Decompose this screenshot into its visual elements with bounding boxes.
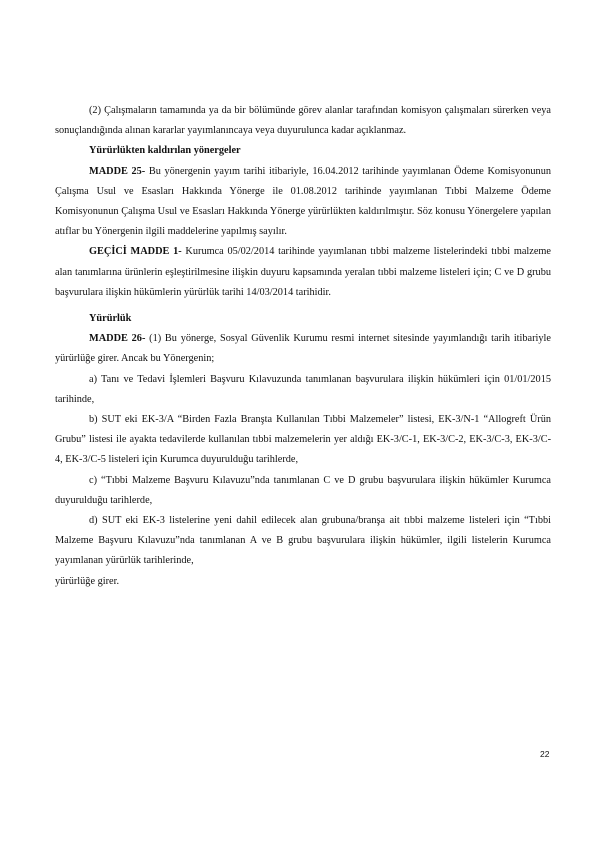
- article-26-label: MADDE 26-: [89, 333, 146, 345]
- heading-yururluk: Yürürlük: [89, 313, 132, 325]
- document-body: [55, 101, 551, 592]
- article-25-label: MADDE 25-: [89, 165, 146, 177]
- provisional-article-1-text: Kurumca 05/02/2014 tarihinde yayımlanan tıbbi malzeme listelerindeki tıbbi malzeme alan tanımlarına ürünlerin eşleştirilmesine ilişkin duyuru kapsamında yeralan tıbbi malzeme listeleri için; C ve D grubu başvurulara ilişkin hükümlerin yürürlük tarihi 14/03/2014 tarihidir.: [55, 246, 551, 298]
- article-25-text: Bu yönergenin yayım tarihi itibariyle, 16.04.2012 tarihinde yayımlanan Ödeme Komisyonunun Çalışma Usul ve Esasları Hakkında Yönerge ile 01.08.2012 tarihinde yayımlanan Tıbbi Malzeme Ödeme Komisyonunun Çalışma Usul ve Esasları Hakkında Yönerge yürürlükten kaldırılmıştır. Söz konusu Yönergelere yapılan atıflar bu Yönergenin ilgili maddelerine yapılmış sayılır.: [55, 165, 551, 238]
- list-item-a: a) Tanı ve Tedavi İşlemleri Başvuru Kılavuzunda tanımlanan başvurulara ilişkin hükümleri için 01/01/2015 tarihinde,: [55, 373, 551, 405]
- paragraph-komisyon: (2) Çalışmaların tamamında ya da bir bölümünde görev alanlar tarafından komisyon çalışmaları sürerken veya sonuçlandığında alınan kararlar yayımlanıncaya veya duyurulunca kadar açıklanmaz.: [55, 105, 551, 137]
- provisional-article-1: [55, 242, 551, 303]
- list-item-b: b) SUT eki EK-3/A “Birden Fazla Branşta Kullanılan Tıbbi Malzemeler” listesi, EK-3/N-1 “Allogreft Ürün Grubu” listesi ile ayakta tedavilerde kullanılan tıbbi malzemelerin yer aldığı EK-3/C-1, EK-3/C-2, EK-3/C-3, EK-3/C-4, EK-3/C-5 listeleri için Kurumca duyurulduğu tarihlerde,: [55, 414, 551, 466]
- article-26: [55, 329, 551, 369]
- article-26-text: (1) Bu yönerge, Sosyal Güvenlik Kurumu resmi internet sitesinde yayımlandığı tarih itibariyle yürürlüğe girer. Ancak bu Yönergenin;: [55, 333, 551, 365]
- page-number: 22: [540, 749, 550, 759]
- list-item-d: d) SUT eki EK-3 listelerine yeni dahil edilecek alan grubuna/branşa ait tıbbi malzeme listeleri için “Tıbbi Malzeme Başvuru Kılavuzu”nda tanımlanan A ve B grubu başvurulara ilişkin hükümler, ilgili listelerin Kurumca yayımlanan yürürlük tarihlerinde,: [55, 515, 551, 567]
- provisional-article-1-label: GEÇİCİ MADDE 1-: [89, 246, 182, 258]
- heading-yururlukten-kaldirilan: Yürürlükten kaldırılan yönergeler: [89, 145, 241, 157]
- closing-line: yürürlüğe girer.: [55, 575, 120, 587]
- article-25: [55, 162, 551, 243]
- list-item-c: c) “Tıbbi Malzeme Başvuru Kılavuzu”nda tanımlanan C ve D grubu başvurulara ilişkin hükümler Kurumca duyurulduğu tarihlerde,: [55, 474, 551, 506]
